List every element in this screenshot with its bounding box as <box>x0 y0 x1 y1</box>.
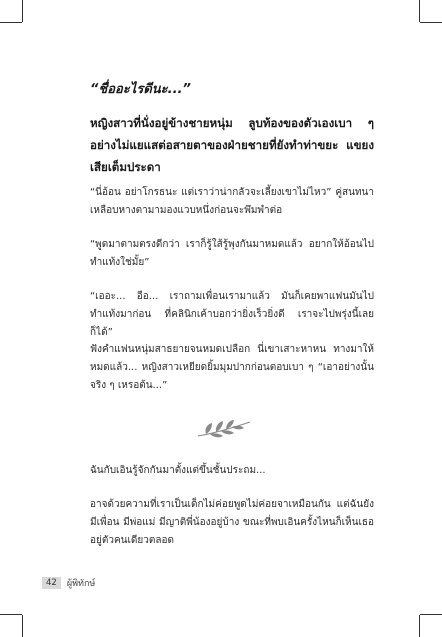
body-paragraph-1: “นี่อ้อน อย่าโกรธนะ แต่เราว่าน่ากลัวจะเลี้ยงเขาไม่ไหว” คู่สนทนาเหลือบหางตามามองแวบหนึ่งก่อนจะพึมพำต่อ <box>90 187 374 216</box>
crop-mark-top-right-h <box>420 22 442 23</box>
crop-mark-top-right-v <box>419 0 420 22</box>
page-number: 42 <box>42 577 61 589</box>
crop-mark-bottom-right-v <box>419 615 420 637</box>
crop-mark-top-left-h <box>0 22 22 23</box>
body-paragraph-5: ฉันกับเอินรู้จักกันมาตั้งแต่ขึ้นชั้นประถม... <box>90 465 266 476</box>
book-title: ผู้พิทักษ์ <box>66 579 96 589</box>
leaf-branch-icon <box>196 418 252 440</box>
crop-mark-top-left-v <box>22 0 23 22</box>
body-paragraph-3: “เออะ... อือ... เราถามเพื่อนเรามาแล้ว มันก็เคยพาแฟนมันไปทำแท้งมาก่อน ที่คลินิกเค้าบอกว่ายิ่งเร็วยิ่งดี เราจะไปพรุ่งนี้เลยก็ได้” <box>90 291 374 338</box>
body-paragraph-6: อาจด้วยความที่เราเป็นเด็กไม่ค่อยพูดไม่ค่อยจาเหมือนกัน แต่ฉันยังมีเพื่อน มีพ่อแม่ มีญาติพี่น้องอยู่บ้าง ขณะที่พบเอินครั้งไหนก็เห็นเธออยู่ตัวคนเดียวตลอด <box>90 499 374 546</box>
crop-mark-bottom-right-h <box>420 614 442 615</box>
crop-mark-bottom-left-v <box>22 615 23 637</box>
page-footer <box>42 576 95 590</box>
chapter-quote-heading: “ชื่ออะไรดีนะ...” <box>90 82 191 97</box>
body-paragraph-2: “พูดมาตามตรงดีกว่า เราก็รู้ใส้รู้พุงกันมาหมดแล้ว อยากให้อ้อนไปทำแท้งใช่มั้ย” <box>90 239 374 268</box>
body-paragraph-4: ฟังคำแฟนหนุ่มสาธยายจนหมดเปลือก นี่เขาเสาะหาหน ทางมาให้หมดแล้ว... หญิงสาวเหยียดยิ้มมุมปากก่อนตอบเบา ๆ “เอาอย่างนั้นจริง ๆ เหรอต้น...” <box>90 344 374 391</box>
crop-mark-bottom-left-h <box>0 614 22 615</box>
intro-paragraph: หญิงสาวที่นั่งอยู่ข้างชายหนุ่ม ลูบท้องของตัวเองเบา ๆ อย่างไม่แยแสต่อสายตาของฝ่ายชายที่ยังทำท่าขยะ แขยงเสียเต็มประดา <box>90 116 374 174</box>
